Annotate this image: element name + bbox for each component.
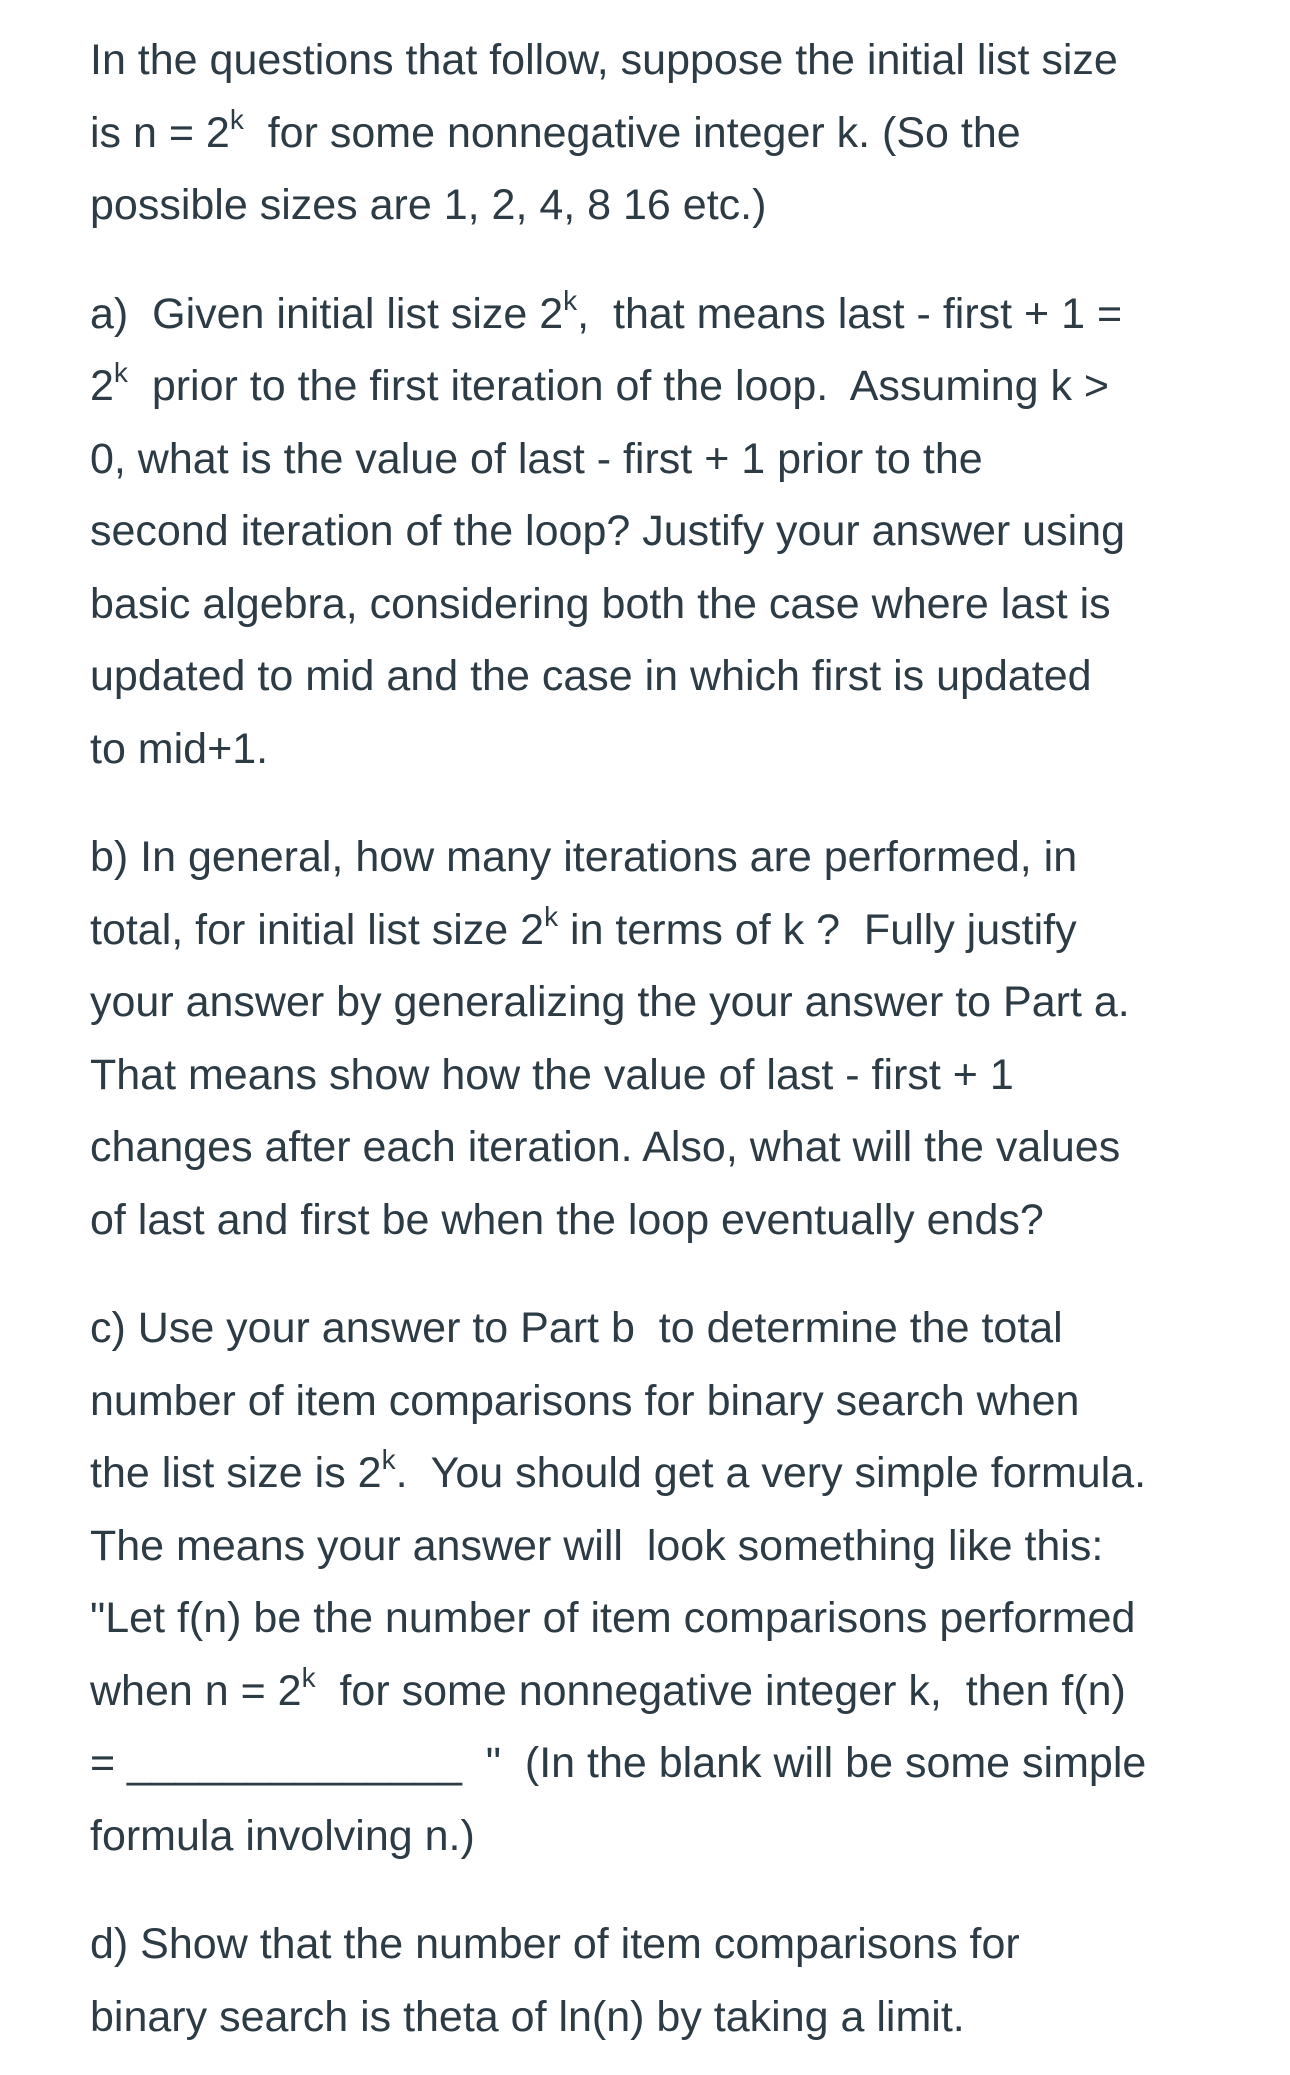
text-line: = ______________ " (In the blank will be some simple: [90, 1739, 1147, 1787]
part-b-paragraph: [90, 821, 1270, 1256]
text-line: basic algebra, considering both the case where last is: [90, 579, 1111, 628]
part-d-paragraph: [90, 1908, 1270, 2053]
intro-paragraph: [90, 24, 1270, 242]
paragraph-gap: [90, 1872, 1270, 1908]
superscript-k: k: [563, 284, 578, 316]
superscript-k: k: [381, 1444, 396, 1475]
text-line: In the questions that follow, suppose the initial list size: [90, 36, 1118, 84]
text-line: That means show how the value of last - first + 1: [90, 1050, 1014, 1099]
text-line: the list size is 2$^k$. You should get a very simple formula.: [90, 1444, 1147, 1497]
paragraph-gap: [90, 785, 1270, 821]
text-line: of last and first be when the loop eventually ends?: [90, 1195, 1044, 1244]
text-line: a) Given initial list size 2$^k$, that means last - first + 1 =: [90, 284, 1123, 338]
text-line: is $n = 2^k$ for some nonnegative integer k. (So the: [90, 103, 1021, 157]
text-line: c) Use your answer to Part b to determine the total: [90, 1304, 1063, 1352]
text-line: binary search is theta of ln(n) by taking a limit.: [90, 1992, 965, 2041]
text-line: formula involving n.): [90, 1811, 475, 1860]
text-line: your answer by generalizing the your answer to Part a.: [90, 978, 1130, 1026]
text-line: d) Show that the number of item comparisons for: [90, 1920, 1020, 1968]
text-line: 2$^k$ prior to the first iteration of the loop. Assuming k >: [90, 357, 1110, 410]
paragraph-gap: [90, 1256, 1270, 1292]
text-line: possible sizes are 1, 2, 4, 8 16 etc.): [90, 181, 767, 229]
text-line: The means your answer will look something like this:: [90, 1521, 1104, 1570]
text-line: b) In general, how many iterations are performed, in: [90, 833, 1078, 881]
superscript-k: k: [544, 900, 559, 932]
text-line: total, for initial list size 2$^k$ in terms of k ? Fully justify: [90, 900, 1077, 954]
text-line: "Let f(n) be the number of item comparisons performed: [90, 1594, 1136, 1642]
superscript-k: k: [301, 1661, 316, 1693]
paragraph-gap: [90, 242, 1270, 278]
text-line: updated to mid and the case in which first is updated: [90, 652, 1092, 700]
text-line: changes after each iteration. Also, what will the values: [90, 1123, 1121, 1171]
superscript-k: k: [113, 357, 128, 388]
text-line: 0, what is the value of last - first + 1 prior to the: [90, 434, 983, 483]
text-line: to mid+1.: [90, 724, 269, 773]
text-line: when $n = 2^k$ for some nonnegative integer k, then f(n): [90, 1661, 1126, 1715]
part-a-paragraph: [90, 278, 1270, 786]
part-c-paragraph: [90, 1292, 1270, 1872]
text-line: second iteration of the loop? Justify your answer using: [90, 507, 1125, 555]
text-line: number of item comparisons for binary search when: [90, 1376, 1080, 1425]
superscript-k: k: [229, 103, 244, 135]
document-page: [90, 24, 1270, 2053]
